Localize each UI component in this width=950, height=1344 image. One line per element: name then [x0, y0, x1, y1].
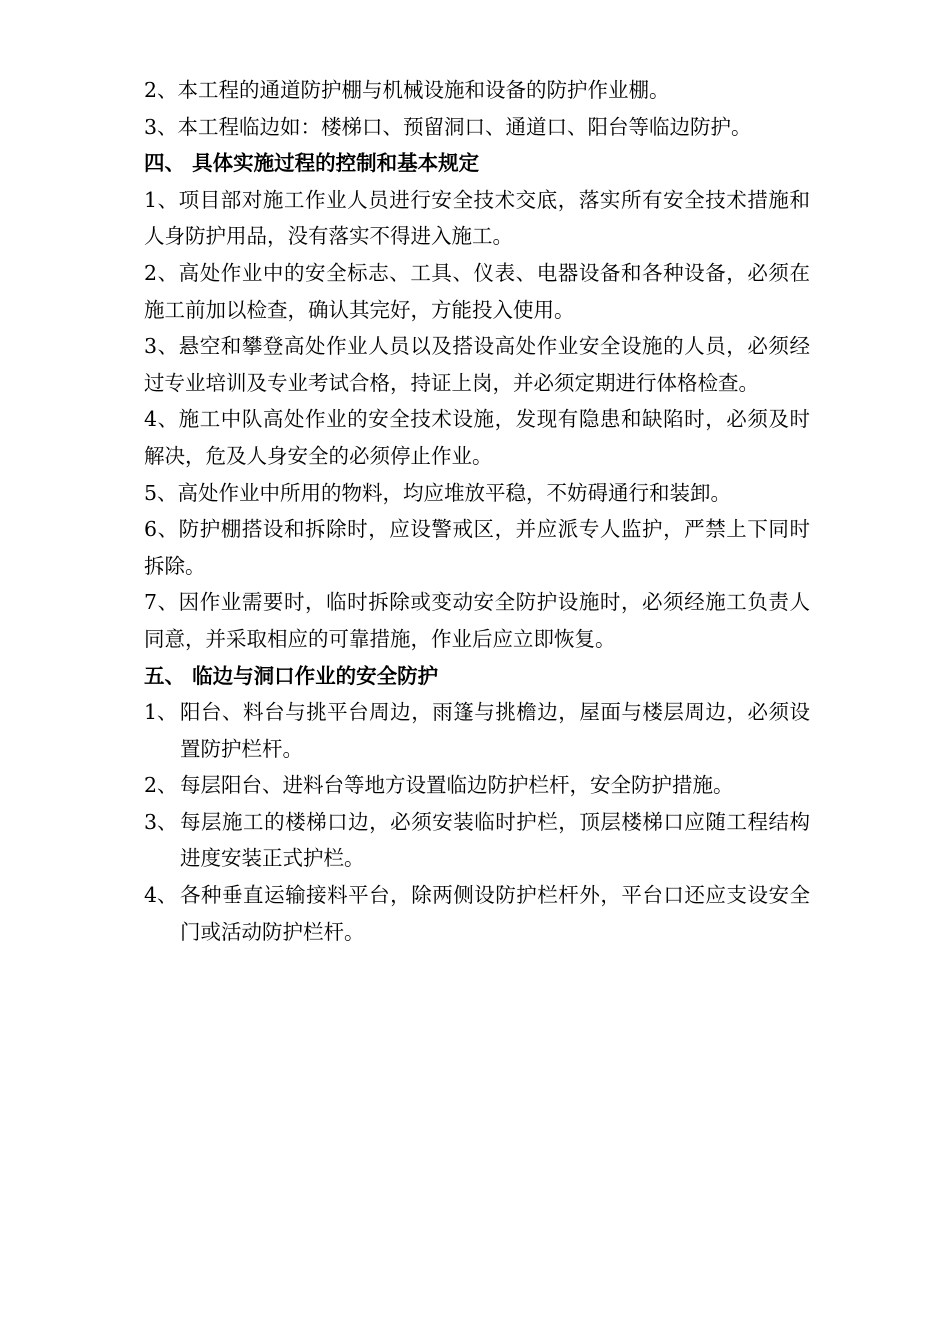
paragraph-item: 7、因作业需要时，临时拆除或变动安全防护设施时，必须经施工负责人同意，并采取相应的可靠措施，作业后应立即恢复。	[144, 590, 810, 651]
list-item	[144, 877, 810, 950]
paragraph-item: 2、高处作业中的安全标志、工具、仪表、电器设备和各种设备，必须在施工前加以检查，确认其完好，方能投入使用。	[144, 260, 810, 322]
list-item	[144, 804, 810, 877]
paragraph-item: 2、本工程的通道防护棚与机械设施和设备的防护作业棚。	[144, 78, 670, 102]
list-item-text: 每层施工的楼梯口边，必须安装临时护栏，顶层楼梯口应随工程结构进度安装正式护栏。	[180, 809, 810, 871]
paragraph-item: 1、项目部对施工作业人员进行安全技术交底，落实所有安全技术措施和人身防护用品，没有落实不得进入施工。	[144, 187, 810, 249]
list-item-number: 2、	[144, 773, 178, 798]
paragraph-item: 5、高处作业中所用的物料，均应堆放平稳，不妨碍通行和装卸。	[144, 480, 732, 505]
section-heading-4: 四、 具体实施过程的控制和基本规定	[144, 151, 480, 176]
paragraph-item: 3、本工程临边如：楼梯口、预留洞口、通道口、阳台等临边防护。	[144, 114, 752, 139]
list-item-number: 4、	[144, 883, 178, 908]
list-item-text: 每层阳台、进料台等地方设置临边防护栏杆，安全防护措施。	[180, 773, 734, 798]
paragraph-item: 6、防护棚搭设和拆除时，应设警戒区，并应派专人监护，严禁上下同时拆除。	[144, 517, 810, 578]
list-item-text: 各种垂直运输接料平台，除两侧设防护栏杆外，平台口还应支设安全门或活动防护栏杆。	[180, 883, 810, 944]
list-item	[144, 694, 810, 767]
list-item-text: 阳台、料台与挑平台周边，雨篷与挑檐边，屋面与楼层周边，必须设置防护栏杆。	[180, 700, 810, 761]
list-item-number: 1、	[144, 700, 178, 725]
document-page	[144, 72, 810, 950]
list-item-number: 3、	[144, 809, 178, 834]
paragraph-item: 4、施工中队高处作业的安全技术设施，发现有隐患和缺陷时，必须及时解决，危及人身安全的必须停止作业。	[144, 407, 810, 468]
section-heading-5: 五、 临边与洞口作业的安全防护	[144, 663, 439, 688]
paragraph-item: 3、悬空和攀登高处作业人员以及搭设高处作业安全设施的人员，必须经过专业培训及专业考试合格，持证上岗，并必须定期进行体格检查。	[144, 334, 810, 395]
list-item	[144, 767, 810, 804]
